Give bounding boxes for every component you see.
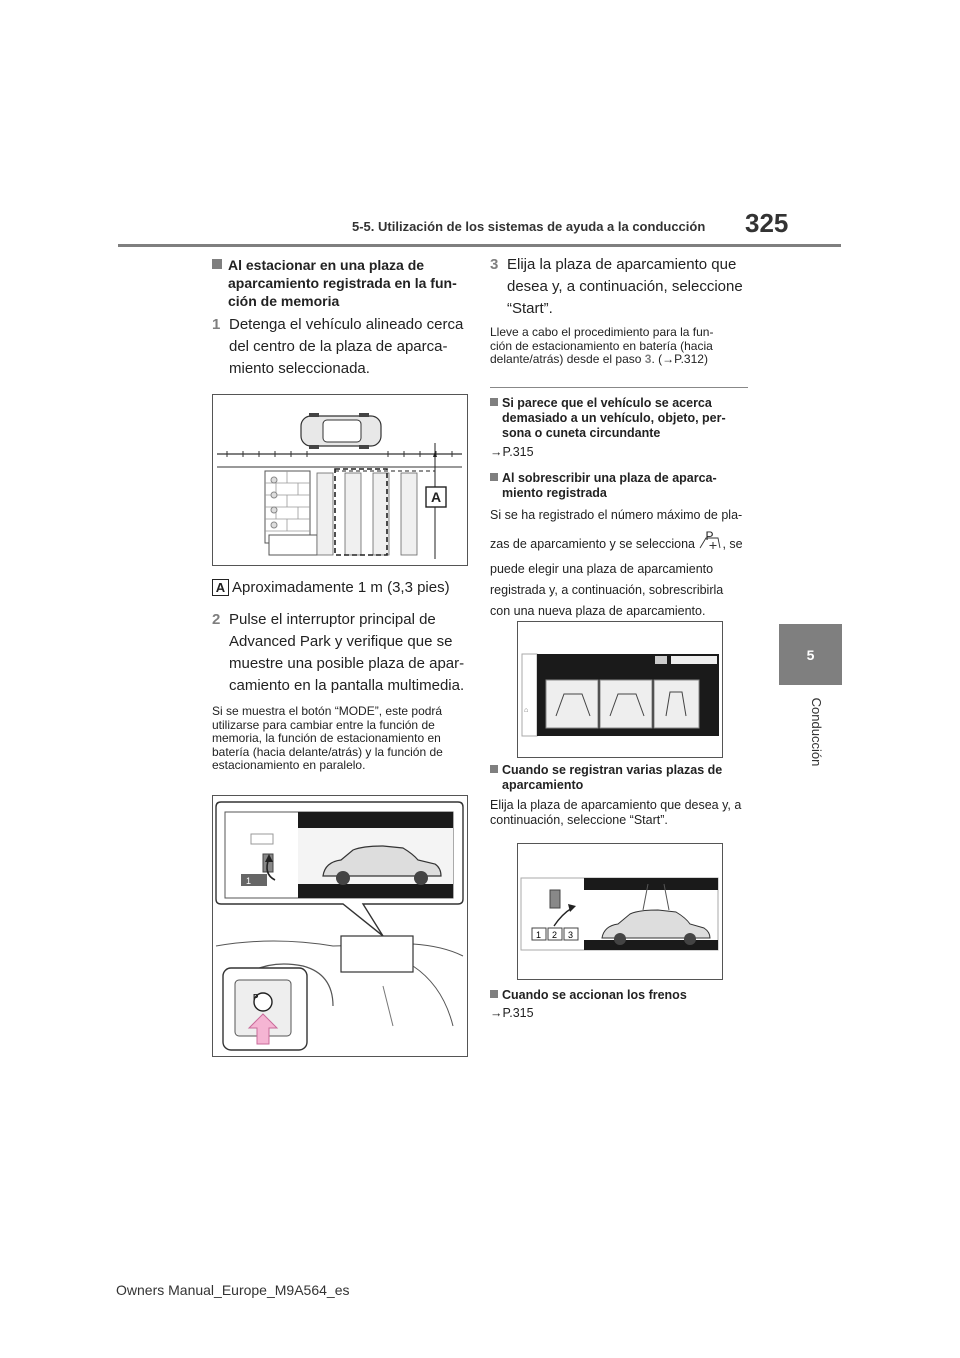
dashboard-illustration (213, 796, 466, 1055)
multiple-spaces-figure (517, 843, 723, 980)
section-heading: Al estacionar en una plaza de aparcamiento registrada en la fun- ción de memoria (212, 256, 472, 310)
step-1: 1 Detenga el vehículo alineado cerca del centro de la plaza de aparca- miento seleccionada. (212, 316, 464, 377)
chapter-label: Conducción (809, 697, 824, 767)
svg-text:⌂: ⌂ (524, 707, 529, 714)
parking-space-figure (212, 394, 468, 566)
step-number: 1 (212, 316, 221, 333)
page-number: 325 (745, 208, 789, 238)
step-reference: 3 (644, 352, 652, 366)
slot-number-1: 1 (536, 930, 542, 940)
multiple-body: Elija la plaza de aparcamiento que desea y, a continuación, seleccione “Start”. (490, 798, 742, 827)
dashboard-figure (212, 795, 468, 1057)
overwrite-body: Si se ha registrado el número máximo de pla- zas de aparcamiento y se selecciona P , se puede elegir una plaza de aparcamiento registrada y, a continuación, sobrescribirla con una nueva plaza de aparcamiento. (490, 508, 743, 618)
step-2: 2 Pulse el interruptor principal de Advanced Park y verifique que se muestre una posible plaza de apar- camiento en la pantalla multimedia. (212, 611, 465, 694)
footer-text: Owners Manual_Europe_M9A564_es (116, 1282, 350, 1298)
registered-spaces-figure (517, 621, 723, 758)
section-title: 5-5. Utilización de los sistemas de ayuda a la conducción (352, 219, 706, 234)
svg-text:P: P (253, 993, 259, 1002)
square-bullet-icon (490, 473, 498, 481)
square-bullet-icon (490, 398, 498, 406)
legend-text: Aproximadamente 1 m (3,3 pies) (232, 579, 450, 596)
step-2-note: Si se muestra el botón “MODE”, este podrá utilizarse para cambiar entre la función de memoria, la función de estacionamiento en batería (hacia delante/atrás) y la función de estacionamiento en paralelo. (212, 704, 443, 772)
slot-number: 1 (246, 876, 252, 886)
step-3-note: Lleve a cabo el procedimiento para la fun- ción de estacionamiento en batería (hacia delante/atrás) desde el paso 3. (→P.312) (490, 325, 714, 366)
slot-number-3: 3 (568, 930, 574, 940)
step-3: 3 Elija la plaza de aparcamiento que desea y, a continuación, seleccione “Start”. (490, 256, 743, 317)
car-top-view (301, 413, 381, 449)
parking-add-icon: P (698, 532, 722, 550)
step-number: 2 (212, 611, 221, 628)
subheading-brakes: Cuando se accionan los frenos (490, 988, 687, 1003)
parking-lot-illustration (213, 395, 466, 564)
subheading-multiple: Cuando se registran varias plazas de aparcamiento (490, 763, 755, 793)
subheading-overwrite: Al sobrescribir una plaza de aparca- miento registrada (490, 471, 755, 501)
screen-illustration (518, 844, 721, 978)
square-bullet-icon (490, 990, 498, 998)
chapter-tab: 5 (779, 624, 842, 685)
page-reference: →P.315 (490, 1006, 534, 1020)
slot-number-2: 2 (552, 930, 558, 940)
square-bullet-icon (490, 765, 498, 773)
header-rule (118, 244, 841, 247)
screen-illustration (518, 622, 721, 756)
subheading-too-close: Si parece que el vehículo se acerca demasiado a un vehículo, objeto, per- sona o cuneta circundante (490, 396, 755, 441)
square-bullet-icon (212, 259, 222, 269)
callout-label: A (430, 489, 442, 505)
page-reference: →P.315 (490, 445, 534, 459)
divider (490, 387, 748, 388)
legend-key: A (212, 579, 229, 596)
step-number: 3 (490, 256, 499, 273)
